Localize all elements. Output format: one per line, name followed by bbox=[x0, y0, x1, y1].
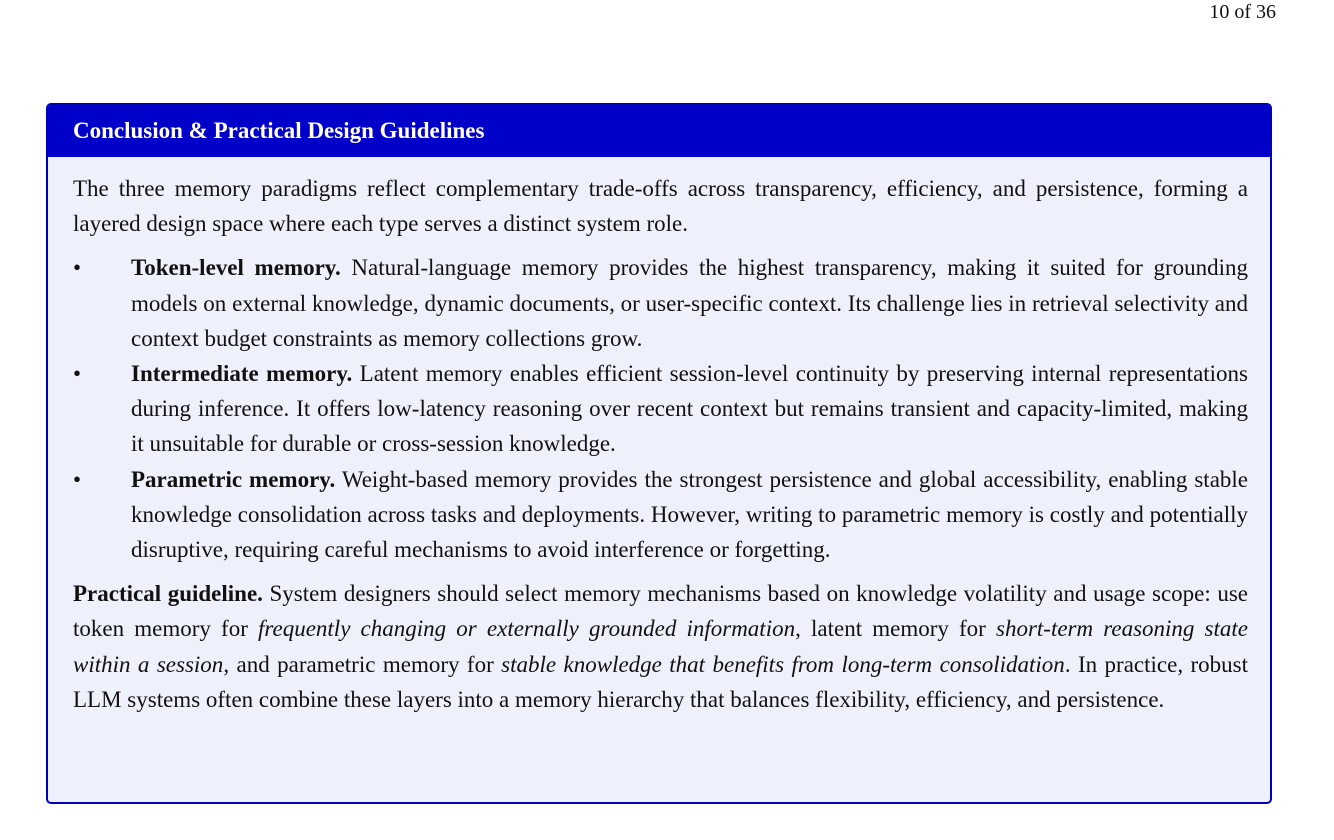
conclusion-box bbox=[46, 103, 1272, 804]
box-body bbox=[48, 157, 1270, 717]
bullet-icon: • bbox=[73, 255, 82, 281]
item-text: Weight-based memory provides the strongest persistence and global accessibility, enabling stable knowledge consolidation across tasks and deployments. However, writing to parametric memory is costly and potentially disruptive, requiring careful mechanisms to avoid interference or forgetting. bbox=[131, 466, 1248, 563]
guideline-paragraph bbox=[73, 576, 1248, 717]
item-term: Intermediate memory. bbox=[131, 361, 353, 387]
guideline-text-1: System designers should select memory mechanisms based on knowledge volatility and usage scope: use token memory for bbox=[73, 581, 1249, 642]
guideline-emphasis-1: frequently changing or externally grounded information bbox=[258, 616, 796, 642]
bullet-icon: • bbox=[73, 361, 82, 387]
guideline-text-4: . In practice, robust LLM systems often combine these layers into a memory hierarchy that balances flexibility, efficiency, and persistence. bbox=[73, 651, 1249, 712]
item-term: Token-level memory. bbox=[131, 255, 341, 281]
guideline-text-3: , and parametric memory for bbox=[223, 651, 502, 677]
page-number: 10 of 36 bbox=[1209, 1, 1276, 23]
memory-type-list bbox=[73, 250, 1248, 567]
guideline-term: Practical guideline. bbox=[73, 581, 263, 607]
item-text: Natural-language memory provides the highest transparency, making it suited for grounding models on external knowledge, dynamic documents, or user-specific context. Its challenge lies in retrieval selectivity and context budget constraints as memory collections grow. bbox=[131, 255, 1248, 351]
guideline-text-2: , latent memory for bbox=[795, 616, 996, 642]
intro-paragraph: The three memory paradigms reflect complementary trade-offs across transparency, efficiency, and persistence, forming a layered design space where each type serves a distinct system role. bbox=[73, 176, 1248, 237]
list-item-parametric-memory bbox=[73, 462, 1248, 568]
box-title: Conclusion & Practical Design Guidelines bbox=[48, 105, 1270, 157]
bullet-icon: • bbox=[73, 466, 82, 492]
item-term: Parametric memory. bbox=[131, 466, 336, 492]
list-item-token-memory bbox=[73, 250, 1248, 356]
item-text: Latent memory enables efficient session-level continuity by preserving internal representations during inference. It offers low-latency reasoning over recent context but remains transient and capacity-limited, making it unsuitable for durable or cross-session knowledge. bbox=[131, 361, 1249, 457]
list-item-intermediate-memory bbox=[73, 356, 1248, 462]
guideline-emphasis-2: short-term reasoning state within a session bbox=[73, 616, 1248, 677]
guideline-emphasis-3: stable knowledge that benefits from long-term consolidation bbox=[501, 651, 1065, 677]
